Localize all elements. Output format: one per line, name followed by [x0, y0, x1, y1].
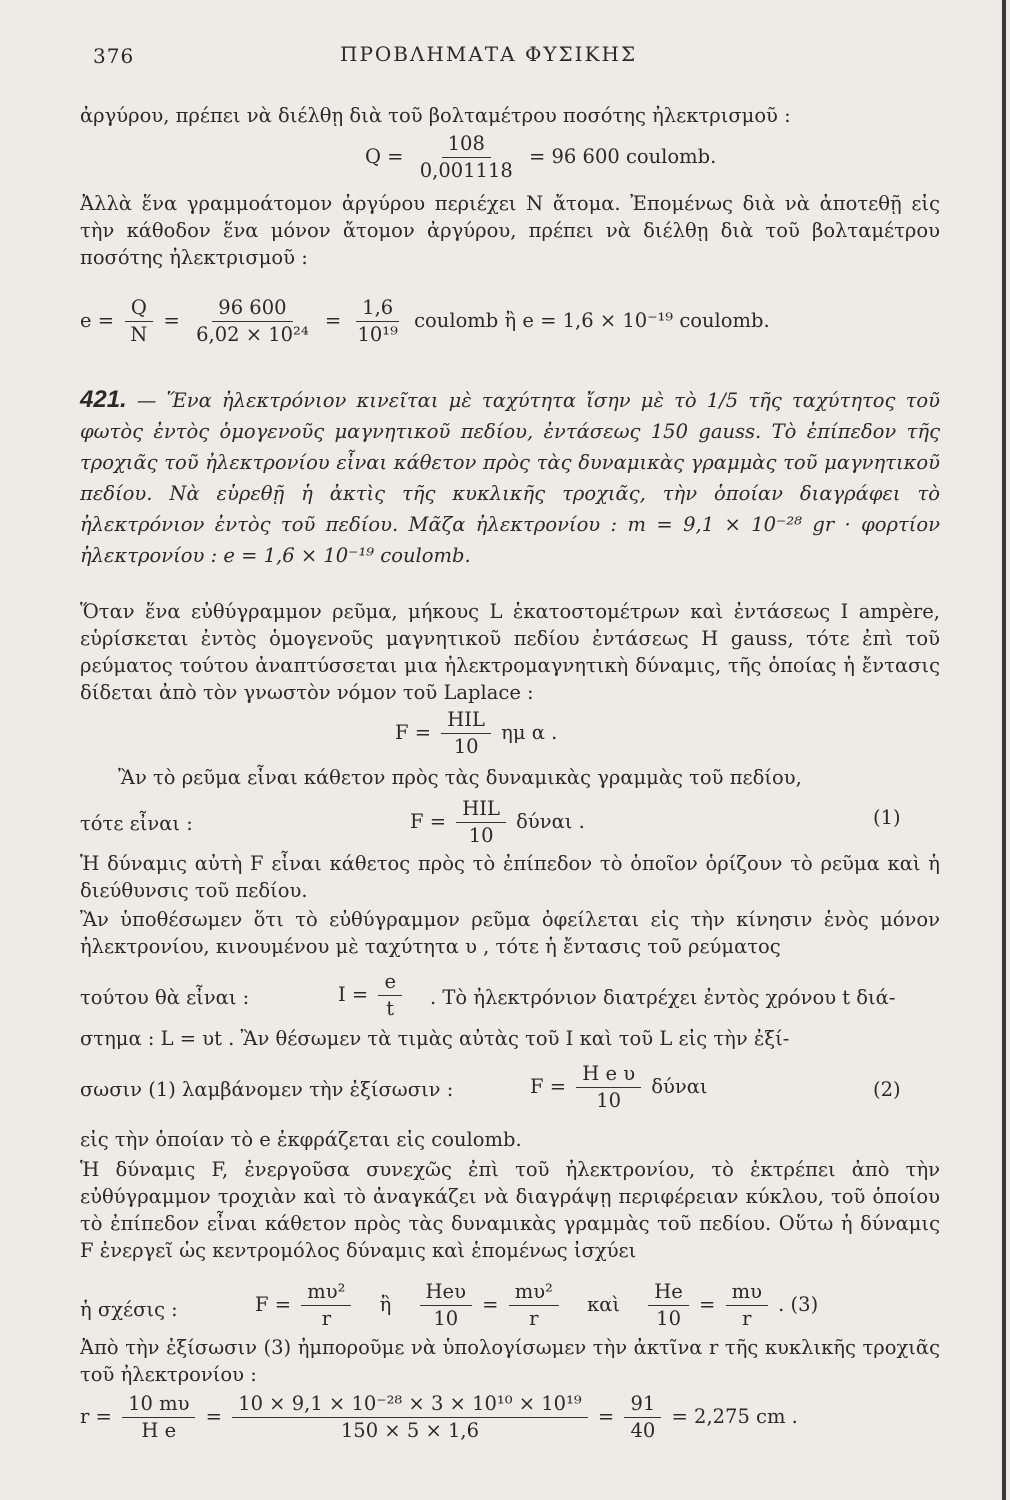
- paragraph: Ἂν ὑποθέσωμεν ὅτι τὸ εὐθύγραμμον ρεῦμα ὀφείλεται εἰς τὴν κίνησιν ἑνὸς μόνον ἠλεκτρονίου, κινουμένου μὲ ταχύτητα υ , τότε ἡ ἔντασις τοῦ ρεύματος: [80, 908, 940, 958]
- numerator: H e υ: [576, 1062, 641, 1088]
- equation-laplace: [395, 708, 557, 759]
- text-line: Ἂν τὸ ρεῦμα εἶναι κάθετον πρὸς τὰς δυναμικὰς γραμμὰς τοῦ πεδίου,: [118, 766, 802, 789]
- equation-e: [80, 296, 770, 347]
- fraction: [509, 1280, 559, 1331]
- paragraph: Ἡ δύναμις αὐτὴ F εἶναι κάθετος πρὸς τὸ ἐπίπεδον τὸ ὁποῖον ὁρίζουν τὸ ρεῦμα καὶ ἡ διεύθυνσις τοῦ πεδίου.: [80, 852, 940, 902]
- fraction: [301, 1280, 351, 1331]
- fraction: [351, 296, 403, 347]
- paragraph: Ἀλλὰ ἕνα γραμμοάτομον ἀργύρου περιέχει N ἄτομα. Ἐπομένως διὰ νὰ ἀποτεθῇ εἰς τὴν κάθοδον ἕνα μόνον ἄτομον ἀργύρου, πρέπει νὰ διέλθῃ διὰ τοῦ βολταμέτρου ποσότης ἠλεκτρισμοῦ :: [80, 192, 940, 269]
- denominator: 150 × 5 × 1,6: [340, 1419, 479, 1442]
- problem-text: — Ἕνα ἠλεκτρόνιον κινεῖται μὲ ταχύτητα ἴσην μὲ τὸ 1/5 τῆς ταχύτητος τοῦ φωτὸς ἐντὸς ὁμογενοῦς μαγνητικοῦ πεδίου, ἐντάσεως 150 gauss. Τὸ ἐπίπεδον τῆς τροχιᾶς τοῦ ἠλεκτρονίου εἶναι κάθετον πρὸς τὰς δυναμικὰς γραμμὰς τοῦ μαγνητικοῦ πεδίου. Νὰ εὑρεθῇ ἡ ἀκτὶς τῆς κυκλικῆς τροχιᾶς, τὴν ὁποίαν διαγράφει τὸ ἠλεκτρόνιον ἐντὸς τοῦ πεδίου. Μᾶζα ἠλεκτρονίου : m = 9,1 × 10⁻²⁸ gr · φορτίον ἠλεκτρονίου : e = 1,6 × 10⁻¹⁹ coulomb.: [80, 389, 940, 567]
- equals: =: [482, 1293, 499, 1316]
- denominator: 10: [453, 735, 479, 758]
- denominator: 0,001118: [419, 159, 513, 182]
- page-number: 376: [93, 44, 135, 68]
- equals: =: [597, 1405, 615, 1428]
- equation-2: [530, 1062, 708, 1113]
- paragraph: Ὅταν ἕνα εὐθύγραμμον ρεῦμα, μήκους L ἑκατοστομέτρων καὶ ἐντάσεως I ampère, εὑρίσκεται ἐντὸς ὁμογενοῦς μαγνητικοῦ πεδίου ἐντάσεως H gauss, τότε ἐπὶ τοῦ ρεύματος τούτου ἀναπτύσσεται μια ἠλεκτρομαγνητικὴ δύναμις, τῆς ὁποίας ἡ ἔντασις δίδεται ἀπὸ τὸν γνωστὸν νόμον τοῦ Laplace :: [80, 600, 940, 704]
- text-line: εἰς τὴν ὁποίαν τὸ e ἐκφράζεται εἰς coulomb.: [80, 1128, 522, 1151]
- text-line: στημα : L = υt . Ἂν θέσωμεν τὰ τιμὰς αὐτὰς τοῦ I καὶ τοῦ L εἰς τὴν ἐξί-: [80, 1027, 790, 1050]
- equation-number: (1): [873, 806, 901, 829]
- equals: =: [324, 309, 342, 332]
- problem-number: 421.: [80, 386, 127, 413]
- eq-rhs: = 96 600 coulomb.: [528, 145, 717, 168]
- numerator: e: [378, 970, 402, 996]
- fraction: [190, 296, 315, 347]
- page-edge-shadow: [1002, 0, 1006, 1500]
- fraction: [232, 1392, 588, 1443]
- numerator: Q: [125, 296, 153, 322]
- numerator: 10 mυ: [122, 1392, 195, 1418]
- eq-lhs: e =: [80, 309, 115, 332]
- eq-rhs: δύναι: [651, 1075, 708, 1098]
- eq-rhs: = 2,275 cm .: [671, 1405, 798, 1428]
- equation-number: (2): [873, 1078, 901, 1101]
- denominator: H e: [141, 1419, 177, 1442]
- numerator: 96 600: [212, 296, 292, 322]
- denominator: r: [321, 1307, 332, 1330]
- fraction: [576, 1062, 641, 1113]
- eq-lhs: r =: [80, 1405, 112, 1428]
- numerator: mυ: [726, 1280, 768, 1306]
- text-line: ἡ σχέσις :: [80, 1298, 178, 1321]
- denominator: N: [130, 323, 148, 346]
- denominator: 10: [596, 1089, 622, 1112]
- equation-current: [338, 970, 406, 1021]
- numerator: Heυ: [420, 1280, 472, 1306]
- equals: =: [699, 1293, 716, 1316]
- eq-lhs: F =: [395, 721, 432, 744]
- denominator: t: [386, 997, 395, 1020]
- and-word: καὶ: [587, 1293, 621, 1316]
- equation-3: [255, 1280, 818, 1331]
- numerator: mυ²: [509, 1280, 559, 1306]
- fraction: [124, 296, 153, 347]
- denominator: r: [742, 1307, 752, 1330]
- numerator: 10 × 9,1 × 10⁻²⁸ × 3 × 10¹⁰ × 10¹⁹: [232, 1392, 588, 1418]
- numerator: HIL: [456, 797, 506, 823]
- eq-lhs: F =: [255, 1293, 292, 1316]
- eq-lhs: F =: [410, 810, 447, 833]
- paragraph: Ἡ δύναμις F, ἐνεργοῦσα συνεχῶς ἐπὶ τοῦ ἠλεκτρονίου, τὸ ἐκτρέπει ἀπὸ τὴν εὐθύγραμμον τροχιὰν καὶ τὸ ἀναγκάζει νὰ διαγράψῃ περιφέρειαν κύκλου, τοῦ ὁποίου τὸ ἐπίπεδον εἶναι κάθετον πρὸς τὰς δυναμικὰς γραμμὰς τοῦ πεδίου. Οὕτω ἡ δύναμις F ἐνεργεῖ ὡς κεντρομόλος δύναμις καὶ ἑπομένως ἰσχύει: [80, 1158, 940, 1262]
- equation-radius: [80, 1392, 798, 1443]
- text-line: ἀργύρου, πρέπει νὰ διέλθῃ διὰ τοῦ βολταμέτρου ποσότης ἠλεκτρισμοῦ :: [80, 104, 791, 127]
- equation-number: . (3): [778, 1293, 819, 1316]
- running-title: ΠΡΟΒΛΗΜΑΤΑ ΦΥΣΙΚΗΣ: [340, 42, 638, 66]
- numerator: 108: [442, 132, 491, 158]
- eq-rhs: coulomb ἢ e = 1,6 × 10⁻¹⁹ coulomb.: [414, 309, 770, 332]
- or-word: ἢ: [379, 1293, 392, 1316]
- equals: =: [163, 309, 180, 332]
- fraction: [726, 1280, 768, 1331]
- fraction: [441, 708, 491, 759]
- fraction: [420, 1280, 472, 1331]
- fraction: [456, 797, 506, 848]
- denominator: 10¹⁹: [357, 323, 398, 346]
- eq-lhs: F =: [530, 1075, 567, 1098]
- denominator: 10: [433, 1307, 459, 1330]
- fraction: [414, 132, 519, 183]
- fraction: [624, 1392, 661, 1443]
- eq-rhs: δύναι .: [516, 810, 585, 833]
- denominator: 10: [468, 824, 494, 847]
- equation-q: [365, 132, 716, 183]
- text-line: τούτου θὰ εἶναι :: [80, 986, 250, 1009]
- fraction: [122, 1392, 195, 1443]
- numerator: He: [648, 1280, 689, 1306]
- eq-lhs: Q =: [365, 145, 404, 168]
- numerator: mυ²: [301, 1280, 351, 1306]
- numerator: 91: [624, 1392, 661, 1418]
- denominator: r: [529, 1307, 539, 1330]
- equation-1: [410, 797, 585, 848]
- denominator: 10: [656, 1307, 681, 1330]
- paragraph: Ἀπὸ τὴν ἐξίσωσιν (3) ἠμποροῦμε νὰ ὑπολογίσωμεν τὴν ἀκτῖνα r τῆς κυκλικῆς τροχιᾶς τοῦ ἠλεκτρονίου :: [80, 1336, 940, 1386]
- fraction: [378, 970, 402, 1021]
- problem-statement: [80, 384, 940, 571]
- numerator: HIL: [441, 708, 491, 734]
- equals: =: [205, 1405, 222, 1428]
- denominator: 6,02 × 10²⁴: [196, 323, 309, 346]
- numerator: 1,6: [356, 296, 399, 322]
- eq-lhs: I =: [338, 983, 369, 1006]
- fraction: [648, 1280, 689, 1331]
- text-line: σωσιν (1) λαμβάνομεν τὴν ἐξίσωσιν :: [80, 1078, 454, 1101]
- text-line: τότε εἶναι :: [80, 812, 193, 835]
- text-line: . Τὸ ἠλεκτρόνιον διατρέχει ἐντὸς χρόνου t διά-: [430, 986, 896, 1009]
- eq-rhs: ημ α .: [501, 721, 558, 744]
- denominator: 40: [630, 1419, 656, 1442]
